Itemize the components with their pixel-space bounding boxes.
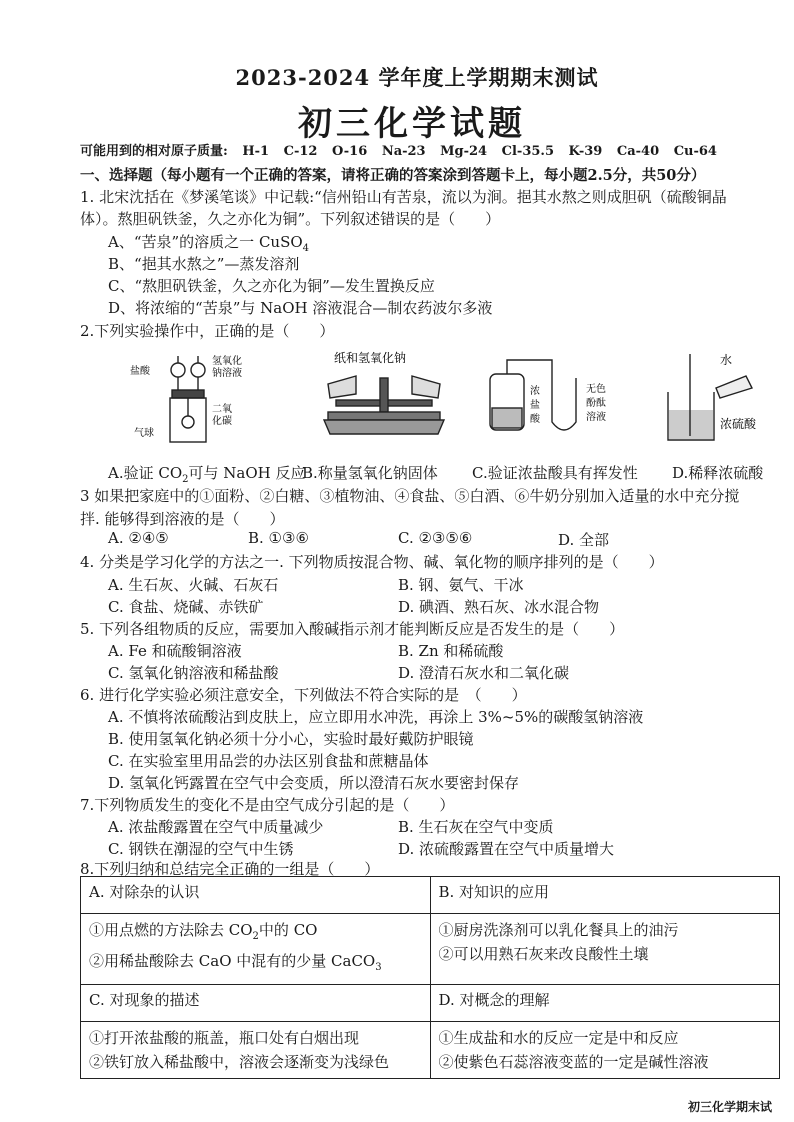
page-footer: 初三化学期末试	[687, 1100, 772, 1114]
q6-option-d: D. 氢氧化钙露置在空气中会变质，所以澄清石灰水要密封保存	[108, 774, 520, 792]
fig-a-label: 化碳	[212, 416, 232, 427]
q1-option-a-text: A、“苦泉”的溶质之一 CuSO	[108, 233, 303, 251]
q8-option-b-line1: ①厨房洗涤剂可以乳化餐具上的油污	[438, 921, 679, 939]
q1-option-c: C、“熬胆矾铁釜，久之亦化为铜”—发生置换反应	[108, 277, 435, 295]
atomic-mass-item: K-39	[568, 144, 603, 159]
fig-a-label: 盐酸	[130, 366, 150, 377]
q6-option-a: A. 不慎将浓硫酸沾到皮肤上，应立即用水冲洗，再涂上 3%~5%的碳酸氢钠溶液	[108, 708, 644, 726]
fig-c-label: 无色	[586, 384, 606, 395]
q5-option-c: C. 氢氧化钠溶液和稀盐酸	[108, 664, 279, 682]
q8-option-a-text: ②用稀盐酸除去 CaO 中混有的少量 CaCO	[89, 952, 376, 970]
q8-options-table	[80, 876, 780, 1079]
fig-d-label: 水	[720, 353, 733, 367]
q2-option-c: C.验证浓盐酸具有挥发性	[472, 464, 638, 482]
q8-option-c-line2: ②铁钉放入稀盐酸中，溶液会逐渐变为浅绿色	[89, 1053, 390, 1071]
atomic-mass-item: Na-23	[381, 144, 426, 159]
fig-a-label: 氢氧化	[212, 356, 242, 367]
atomic-mass-line	[80, 140, 717, 159]
volatility-experiment-figure	[480, 348, 630, 448]
fig-c-label: 溶液	[586, 412, 606, 423]
balance-scale-figure	[320, 348, 450, 448]
q3-option-a: A. ②④⑤	[108, 529, 169, 547]
q2-option-d: D.稀释浓硫酸	[672, 464, 764, 482]
q2-figures	[100, 348, 780, 458]
subscript: 4	[302, 243, 310, 254]
fig-a-label: 二氧	[212, 404, 232, 415]
atomic-mass-item: Cu-64	[673, 144, 717, 159]
atomic-mass-item: H-1	[242, 144, 270, 159]
q1-stem-line2: 体）。熬胆矾铁釜，久之亦化为铜”。下列叙述错误的是（ ）	[80, 210, 501, 228]
subscript: 3	[375, 962, 382, 973]
q7-stem: 7.下列物质发生的变化不是由空气成分引起的是（ ）	[80, 796, 455, 814]
subscript: 2	[182, 474, 189, 485]
q4-option-a: A. 生石灰、火碱、石灰石	[108, 576, 279, 594]
q7-option-b: B. 生石灰在空气中变质	[398, 818, 554, 836]
q3-stem-line1: 3 如果把家庭中的①面粉、②白糖、③植物油、④食盐、⑤白酒、⑥牛奶分别加入适量的水中充分搅	[80, 487, 740, 505]
q5-stem: 5. 下列各组物质的反应，需要加入酸碱指示剂才能判断反应是否发生的是（ ）	[80, 620, 625, 638]
q8-option-b-content	[430, 914, 780, 985]
q1-option-b: B、“挹其水熬之”—蒸发溶剂	[108, 255, 300, 273]
q8-option-c-content	[81, 1022, 431, 1079]
atomic-mass-item: Mg-24	[440, 144, 488, 159]
fig-b-label: 纸和氢氧化钠	[334, 351, 407, 365]
q8-stem: 8.下列归纳和总结完全正确的一组是（ ）	[80, 860, 380, 878]
q8-option-b-line2: ②可以用熟石灰来改良酸性土壤	[438, 945, 649, 963]
section-heading: 一、选择题（每小题有一个正确的答案，请将正确的答案涂到答题卡上，每小题2.5分，共50分）	[80, 167, 706, 184]
q1-option-d: D、将浓缩的“苦泉”与 NaOH 溶液混合—制农药波尔多液	[108, 299, 493, 317]
q1-stem-line1: 1. 北宋沈括在《梦溪笔谈》中记载:“信州铅山有苦泉，流以为涧。挹其水熬之则成胆矾（硫酸铜晶	[80, 188, 727, 206]
q3-option-d: D. 全部	[558, 531, 610, 549]
q8-option-a-content	[81, 914, 431, 985]
q6-option-c: C. 在实验室里用品尝的办法区别食盐和蔗糖晶体	[108, 752, 429, 770]
q8-option-b-heading: B. 对知识的应用	[430, 877, 780, 914]
q2-option-a-text: 可与 NaOH 反应	[188, 464, 306, 482]
q7-option-d: D. 浓硫酸露置在空气中质量增大	[398, 840, 615, 858]
atomic-mass-item: O-16	[331, 144, 368, 159]
fig-c-label: 酸	[530, 414, 540, 425]
exam-subject-title: 初三化学试题	[298, 104, 526, 144]
q2-stem: 2.下列实验操作中，正确的是（ ）	[80, 322, 335, 340]
q8-option-d-content	[430, 1022, 780, 1079]
atomic-mass-item: C-12	[283, 144, 318, 159]
q6-option-b: B. 使用氢氧化钠必须十分小心，实验时最好戴防护眼镜	[108, 730, 474, 748]
q8-option-d-heading: D. 对概念的理解	[430, 985, 780, 1022]
fig-c-label: 酚酞	[586, 398, 606, 409]
q4-option-b: B. 钢、氨气、干冰	[398, 576, 524, 594]
q3-option-c: C. ②③⑤⑥	[398, 529, 473, 547]
q7-option-a: A. 浓盐酸露置在空气中质量减少	[108, 818, 324, 836]
dilution-figure	[660, 348, 780, 448]
q2-option-a-text: A.验证 CO	[108, 464, 183, 482]
q3-option-b: B. ①③⑥	[248, 529, 309, 547]
q8-option-a-heading: A. 对除杂的认识	[81, 877, 431, 914]
atomic-mass-item: Ca-40	[616, 144, 660, 159]
q4-option-c: C. 食盐、烧碱、赤铁矿	[108, 598, 264, 616]
q8-option-a-line1	[89, 918, 422, 949]
q8-option-d-line1: ①生成盐和水的反应一定是中和反应	[438, 1029, 679, 1047]
q5-option-d: D. 澄清石灰水和二氧化碳	[398, 664, 570, 682]
q2-option-b: B.称量氢氧化钠固体	[302, 464, 438, 482]
fig-d-label: 浓硫酸	[720, 417, 757, 431]
q8-option-a-line2	[89, 949, 422, 980]
q6-stem: 6. 进行化学实验必须注意安全，下列做法不符合实际的是 （ ）	[80, 686, 527, 704]
q7-option-c: C. 钢铁在潮湿的空气中生锈	[108, 840, 294, 858]
fig-c-label: 浓	[530, 386, 540, 397]
fig-c-label: 盐	[530, 400, 540, 411]
q5-option-a: A. Fe 和硫酸铜溶液	[108, 642, 242, 660]
fig-a-label: 钠溶液	[212, 368, 242, 379]
subscript: 2	[252, 931, 259, 942]
q5-option-b: B. Zn 和稀硫酸	[398, 642, 504, 660]
co2-naoh-apparatus-figure	[130, 348, 260, 448]
q8-option-c-heading: C. 对现象的描述	[81, 985, 431, 1022]
atomic-mass-label: 可能用到的相对原子质量:	[80, 144, 228, 159]
exam-term-title: 2023-2024 学年度上学期期末测试	[235, 65, 599, 90]
atomic-mass-item: Cl-35.5	[501, 144, 554, 159]
q8-option-c-line1: ①打开浓盐酸的瓶盖，瓶口处有白烟出现	[89, 1029, 360, 1047]
q8-option-a-text: ①用点燃的方法除去 CO	[89, 921, 253, 939]
q1-option-a	[108, 231, 309, 254]
q8-option-d-line2: ②使紫色石蕊溶液变蓝的一定是碱性溶液	[438, 1053, 709, 1071]
q8-option-a-text: 中的 CO	[258, 921, 318, 939]
fig-a-label: 气球	[134, 428, 154, 439]
q4-option-d: D. 碘酒、熟石灰、冰水混合物	[398, 598, 600, 616]
q4-stem: 4. 分类是学习化学的方法之一. 下列物质按混合物、碱、氧化物的顺序排列的是（ ）	[80, 553, 664, 571]
q2-option-a	[108, 462, 306, 485]
q3-stem-line2: 拌. 能够得到溶液的是（ ）	[80, 510, 285, 528]
